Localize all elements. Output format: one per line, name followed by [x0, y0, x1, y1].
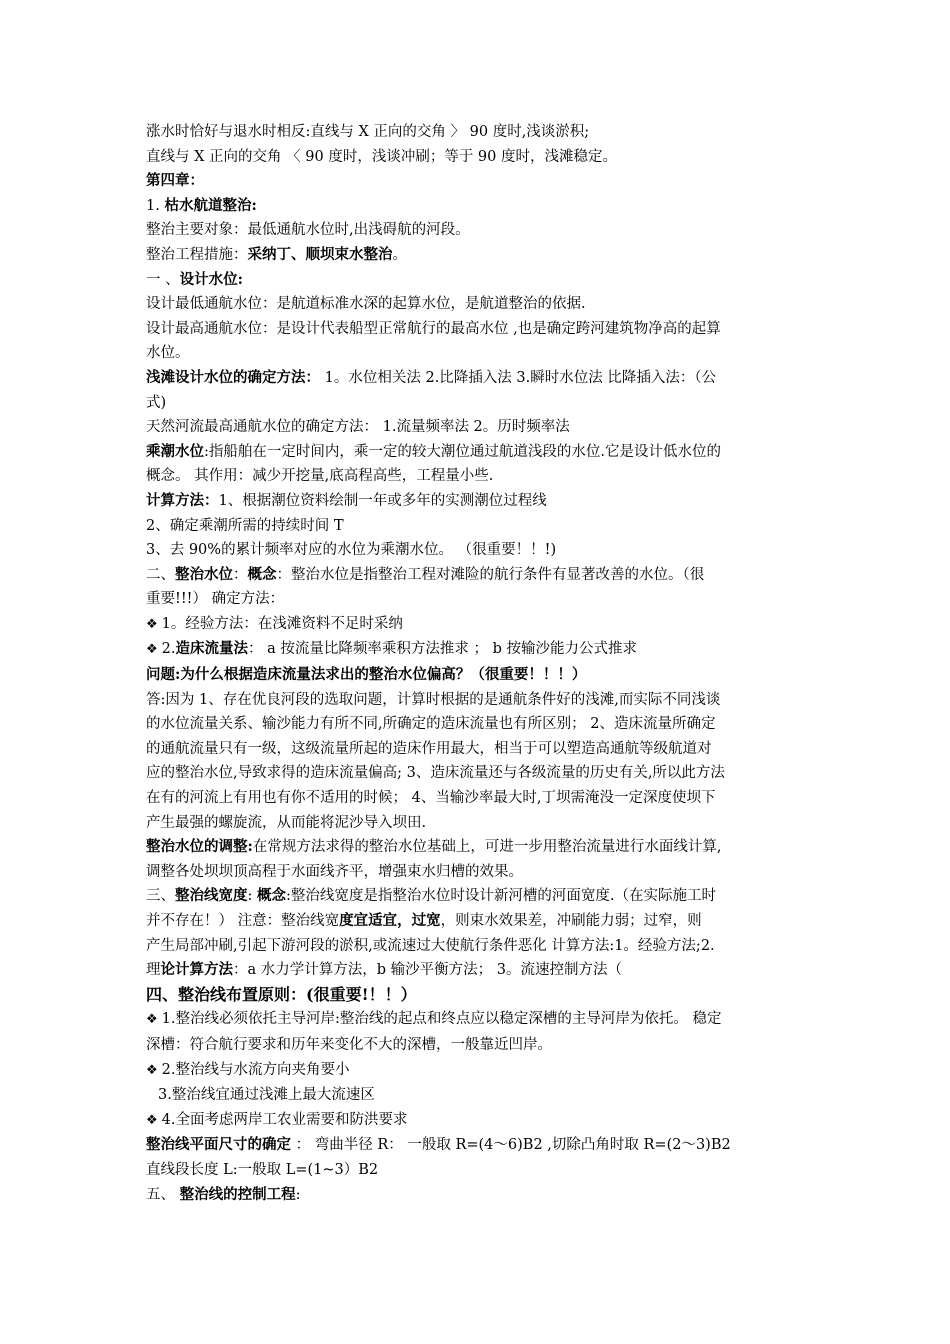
text-line	[146, 120, 810, 145]
text-segment: 并不存在！） 注意：整治线宽	[146, 913, 340, 929]
text-segment: 深槽：符合航行要求和历年来变化不大的深槽，一般靠近凹岸。	[146, 1036, 552, 1053]
text-segment: 天然河流最高通航水位的确定方法： 1.流量频率法 2。历时频率法	[146, 419, 570, 436]
text-segment: 重要!!!） 确定方法：	[146, 591, 285, 608]
text-segment: ：	[233, 566, 248, 583]
text-line	[146, 341, 810, 366]
document-body	[146, 120, 810, 1207]
text-segment: 直线与 X 正向的交角 〈 90 度时，浅谈冲刷；等于 90 度时，浅滩稳定。	[146, 148, 617, 165]
text-segment: ： 弯曲半径 R： 一般取 R=(4～6)B2 ,切除凸角时取 R=(2～3)B2	[291, 1137, 731, 1154]
text-line	[146, 292, 810, 317]
text-segment: 应的整治水位,导致求得的造床流量偏高; 3、造床流量还与各级流量的历史有关,所以此方法	[146, 765, 725, 782]
text-segment: 的通航流量只有一级，这级流量所起的造床作用最大，相当于可以塑造高通航等级航道对	[146, 740, 712, 757]
text-segment: 2.整治线与水流方向夹角要小	[161, 1061, 350, 1078]
bullet-item	[146, 637, 810, 663]
text-segment: 的水位流量关系、输沙能力有所不同,所确定的造床流量也有所区别； 2、造床流量所确定	[146, 716, 716, 733]
text-line	[146, 737, 810, 762]
text-line	[146, 811, 810, 836]
text-line	[146, 860, 810, 885]
text-segment: 概念。 其作用：减少开挖量,底高程高些，工程量小些.	[146, 468, 494, 485]
text-line	[146, 1183, 810, 1208]
bold-text: 设计水位:	[179, 270, 243, 288]
text-segment: 整治工程措施：	[146, 246, 248, 263]
bold-text: 乘潮水位	[146, 442, 204, 460]
text-segment: 1.	[146, 197, 165, 214]
bold-text: 整治线的控制工程	[179, 1185, 296, 1203]
text-line	[146, 958, 810, 983]
text-segment: :整治线宽度是指整治水位时设计新河槽的河面宽度.（在实际施工时	[286, 888, 716, 905]
text-segment: 调整各处坝坝顶高程于水面线齐平，增强束水归槽的效果。	[146, 863, 523, 880]
bold-text: 问题:为什么根据造床流量法求出的整治水位偏高？（很重要！！！）	[146, 666, 587, 684]
text-line	[146, 538, 810, 563]
text-segment: 涨水时恰好与退水时相反:直线与 X 正向的交角 〉 90 度时,浅谈淤积;	[146, 124, 590, 140]
bullet-item	[146, 1108, 810, 1134]
bold-text: 论计算方法	[160, 961, 233, 979]
text-line	[146, 786, 810, 811]
text-segment: 式)	[146, 394, 167, 411]
bold-text: 枯水航道整治:	[164, 196, 257, 214]
bold-text: ：(很重要!！！）	[290, 984, 417, 1004]
text-segment: 产生最强的螺旋流，从而能将泥沙导入坝田.	[146, 814, 427, 831]
text-segment: 。	[392, 246, 407, 263]
text-segment: 理	[146, 962, 161, 979]
text-segment: 2、确定乘潮所需的持续时间 T	[146, 517, 344, 534]
bold-text: 计算方法：	[146, 491, 219, 509]
text-segment: :指船舶在一定时间内，乘一定的较大潮位通过航道浅段的水位.它是设计低水位的	[204, 443, 721, 460]
text-segment: ：整治水位是指整治工程对滩险的航行条件有显著改善的水位。（很	[276, 566, 705, 583]
text-line	[146, 415, 810, 440]
text-line	[146, 440, 810, 465]
text-line	[146, 169, 810, 194]
text-segment: 整治主要对象：最低通航水位时,出浅碍航的河段。	[146, 222, 470, 239]
text-line	[146, 983, 810, 1008]
text-segment: :	[295, 1186, 301, 1203]
text-line	[146, 268, 810, 293]
text-segment: 1。经验方法：在浅滩资料不足时采纳	[161, 615, 403, 632]
text-line	[146, 514, 810, 539]
text-line	[146, 194, 810, 219]
bullet-item	[146, 612, 810, 638]
text-line	[146, 909, 810, 934]
bold-text: 采纳丁、顺坝束水整治	[247, 245, 393, 263]
text-line	[146, 1158, 810, 1183]
bold-text: 整治线平面尺寸的确定	[146, 1136, 291, 1154]
bold-text: 浅滩设计水位的确定方法：	[146, 368, 320, 386]
text-line	[146, 489, 810, 514]
text-line	[146, 587, 810, 612]
bold-text: 概念	[247, 565, 277, 583]
text-line	[146, 934, 810, 959]
text-segment: 三、	[146, 888, 175, 905]
text-segment: 水位。	[146, 345, 190, 362]
bullet-item	[146, 1058, 810, 1084]
text-line	[146, 366, 810, 391]
text-line	[146, 317, 810, 342]
text-line	[146, 1133, 810, 1158]
bold-text: 第四章：	[146, 172, 204, 190]
text-segment: 在有的河流上有用也有你不适用的时候； 4、当输沙率最大时,丁坝需淹没一定深度使坝下	[146, 790, 716, 807]
text-segment: ：a 水力学计算方法，b 输沙平衡方法； 3。流速控制方法（	[233, 962, 622, 979]
text-segment: 4.全面考虑两岸工农业需要和防洪要求	[161, 1111, 408, 1128]
text-segment: 设计最高通航水位：是设计代表船型正常航行的最高水位 ,也是确定跨河建筑物净高的起算	[146, 320, 721, 337]
text-line	[146, 218, 810, 243]
text-segment: :	[247, 888, 257, 905]
text-segment: 在常规方法求得的整治水位基础上，可进一步用整治流量进行水面线计算,	[252, 839, 722, 856]
text-line	[146, 464, 810, 489]
text-segment: ： a 按流量比降频率乘积方法推求 ； b 按输沙能力公式推求	[248, 641, 637, 658]
text-segment: 直线段长度 L:一般取 L=(1~3）B2	[146, 1161, 379, 1178]
bullet-item	[146, 1007, 810, 1033]
text-segment: 答:因为 1、存在优良河段的选取问题，计算时根据的是通航条件好的浅滩,而实际不同浅谈	[146, 691, 721, 708]
text-segment: 1.整治线必须依托主导河岸:整治线的起点和终点应以稳定深槽的主导河岸为依托。 稳定	[161, 1011, 722, 1028]
text-segment: 设计最低通航水位：是航道标准水深的起算水位，是航道整治的依据.	[146, 296, 586, 313]
text-segment: 二、	[146, 566, 175, 583]
text-segment: 1、根据潮位资料绘制一年或多年的实测潮位过程线	[218, 492, 547, 509]
bold-text: 整治水位的调整:	[146, 838, 253, 856]
text-line	[146, 1083, 810, 1108]
text-segment: 2.	[161, 641, 176, 658]
text-segment: ，则束水效果差，冲刷能力弱；过窄，则	[440, 913, 702, 929]
text-segment: 一 、	[146, 271, 180, 288]
bold-text: 造床流量法	[175, 640, 248, 658]
text-line	[146, 391, 810, 416]
text-segment: 3.整治线宜通过浅滩上最大流速区	[158, 1087, 375, 1104]
text-segment: 3、去 90%的累计频率对应的水位为乘潮水位。 （很重要！！!)	[146, 542, 557, 559]
text-line	[146, 1033, 810, 1058]
text-segment: 产生局部冲刷,引起下游河段的淤积,或流速过大使航行条件恶化 计算方法:1。经验方法;2.	[146, 937, 715, 954]
text-segment: 四、	[146, 984, 179, 1004]
text-line	[146, 243, 810, 268]
text-line	[146, 688, 810, 713]
text-line	[146, 884, 810, 909]
text-line	[146, 761, 810, 786]
text-line	[146, 145, 810, 170]
bold-text: 度宜适宜，过宽	[339, 912, 441, 929]
bold-text: 整治水位	[175, 565, 233, 583]
text-line	[146, 663, 810, 688]
bold-text: 整治线布置原则	[178, 984, 291, 1004]
bold-text: 概念	[257, 887, 286, 905]
text-segment: 1。水位相关法 2.比降插入法 3.瞬时水位法 比降插入法：（公	[320, 369, 717, 386]
text-segment: 五、	[146, 1186, 180, 1203]
text-line	[146, 712, 810, 737]
text-line	[146, 563, 810, 588]
text-line	[146, 835, 810, 860]
bold-text: 整治线宽度	[175, 887, 248, 905]
